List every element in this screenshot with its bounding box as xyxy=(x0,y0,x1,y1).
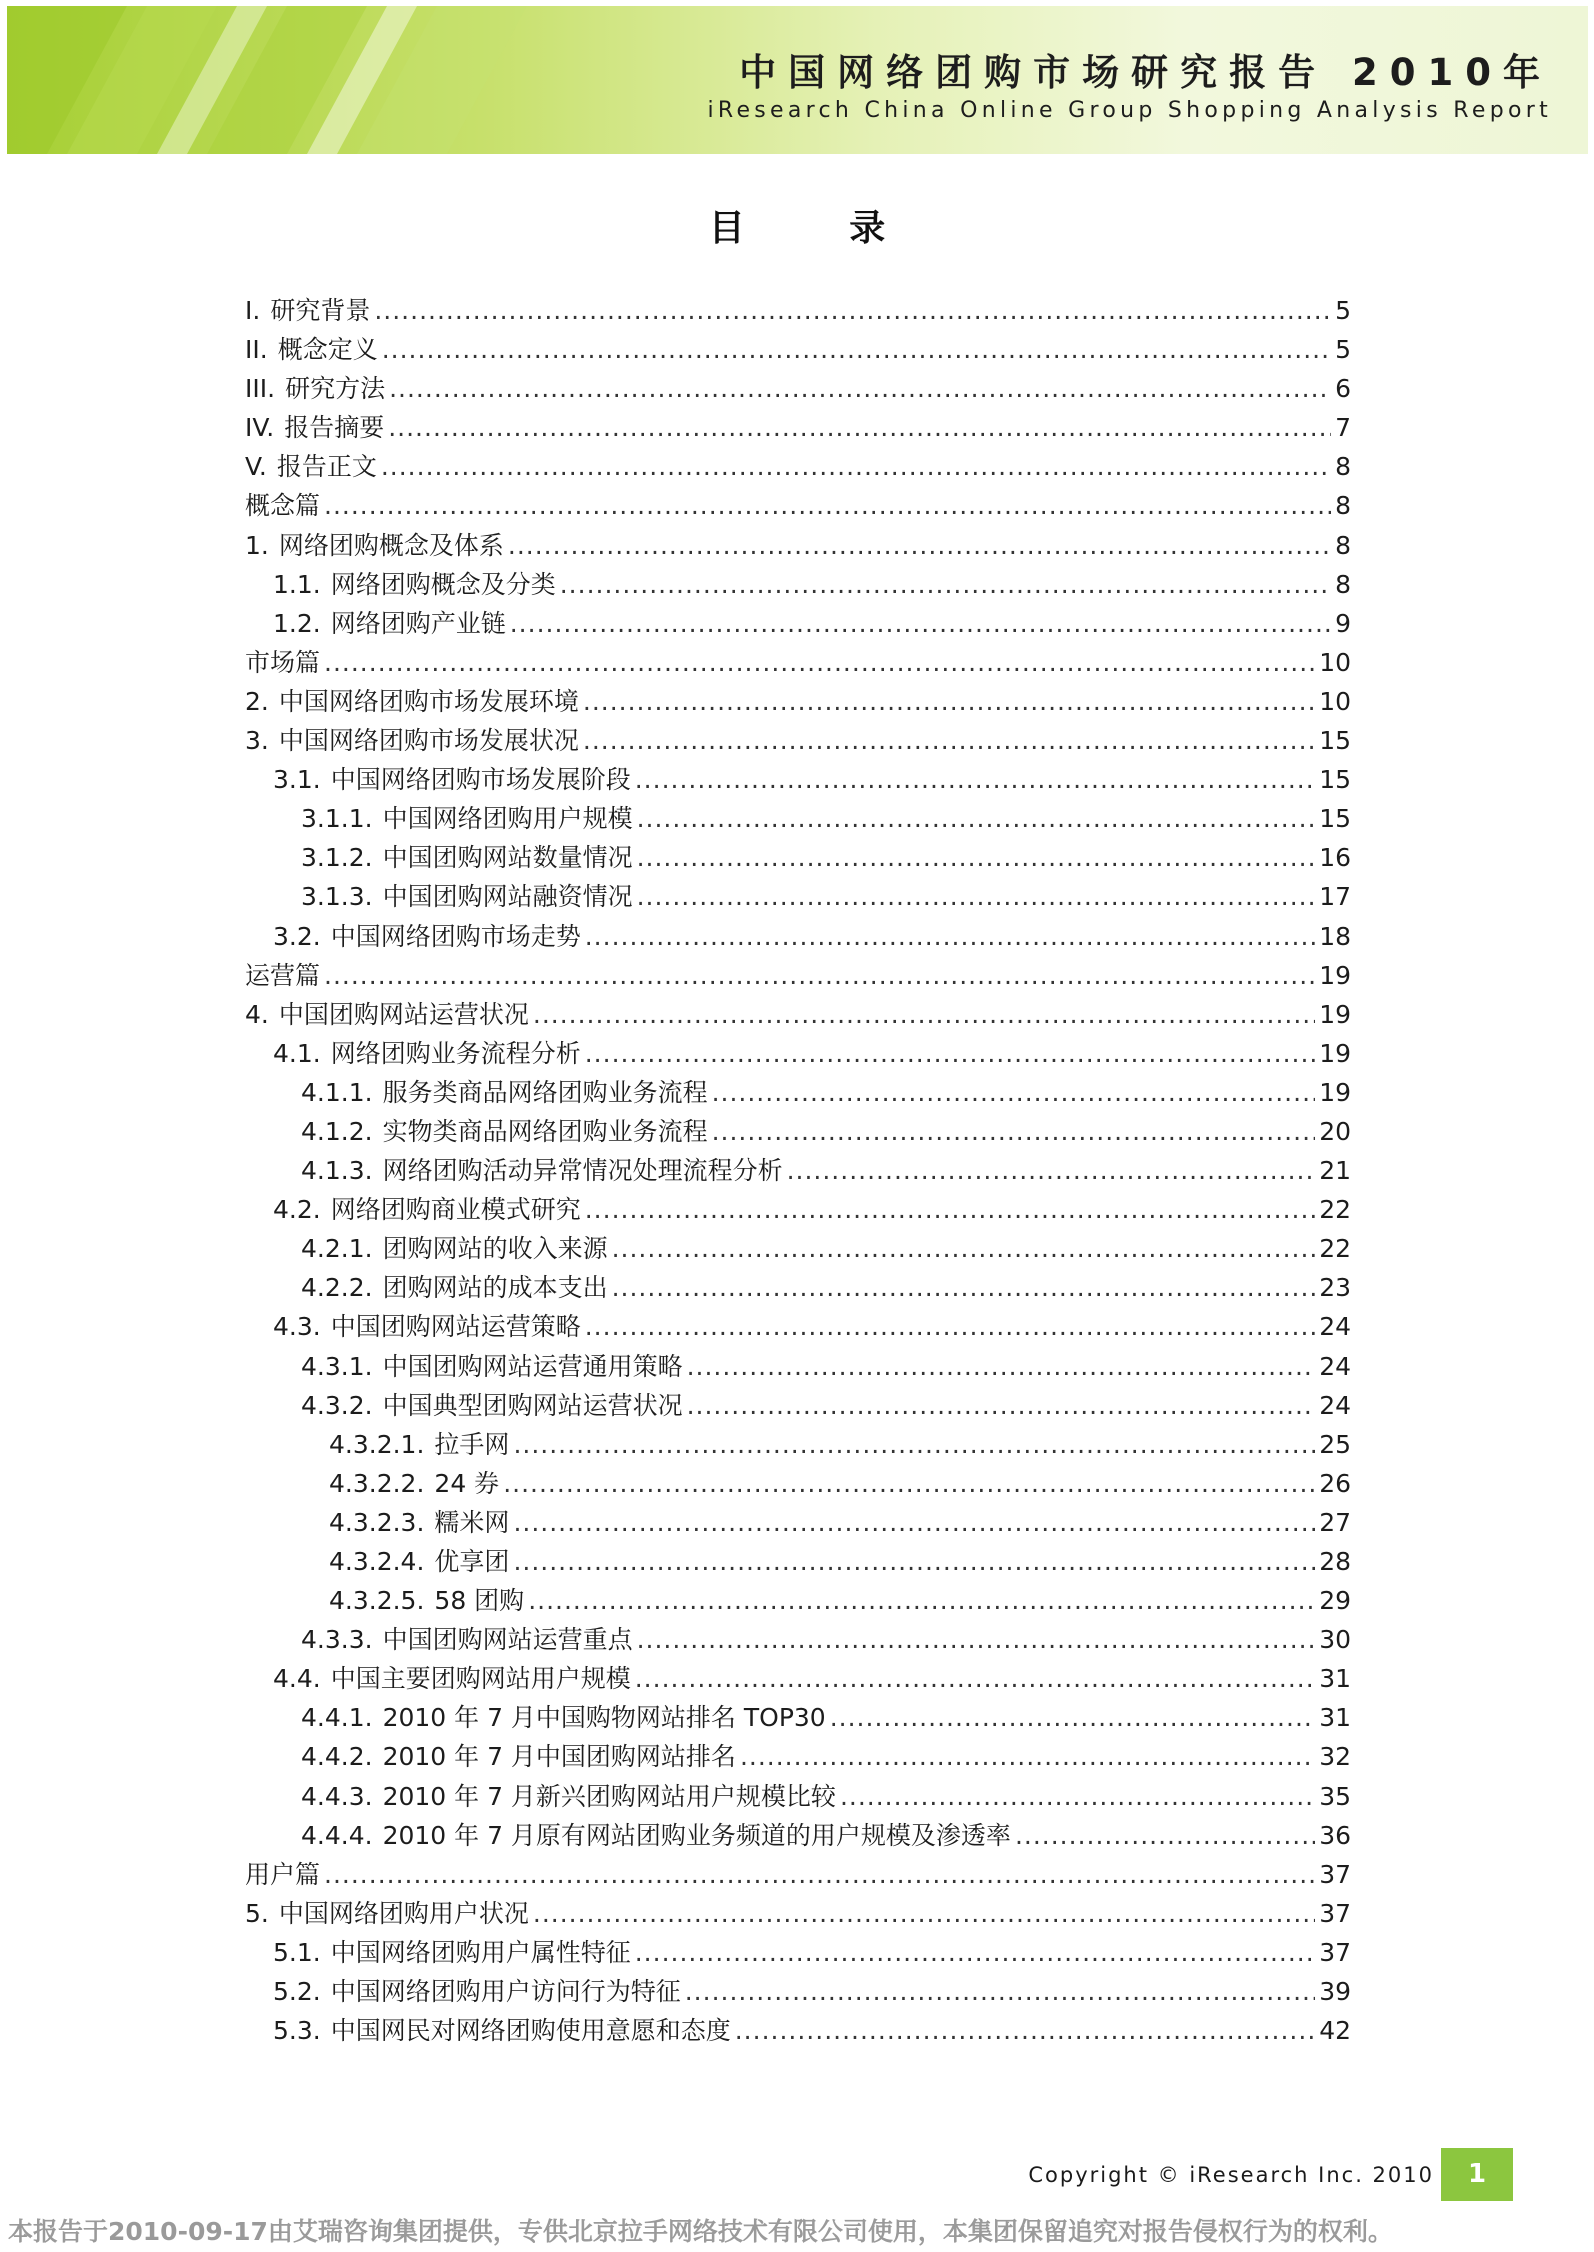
toc-entry-number: I. xyxy=(245,296,261,325)
toc-entry-number: IV. xyxy=(245,413,275,443)
toc-entry-label: 中国网络团购市场发展状况 xyxy=(278,726,579,756)
toc-entry[interactable] xyxy=(245,682,1351,721)
license-notice: 本报告于2010-09-17由艾瑞咨询集团提供，专供北京拉手网络技术有限公司使用，本集团保留追究对报告侵权行为的权利。 xyxy=(8,2217,1393,2246)
toc-entry-page: 16 xyxy=(1319,843,1351,873)
toc-entry[interactable] xyxy=(245,877,1351,916)
toc-dot-leader xyxy=(787,1151,1316,1190)
toc-entry-number: 1.2. xyxy=(273,608,321,638)
toc-dot-leader xyxy=(324,1855,1315,1894)
toc-entry-page: 37 xyxy=(1319,1859,1351,1889)
toc-entry-label: 网络团购概念及体系 xyxy=(278,530,504,560)
toc-entry-label: 中国网络团购市场发展环境 xyxy=(278,686,579,716)
toc-entry[interactable] xyxy=(245,1698,1351,1737)
toc-dot-leader xyxy=(637,1620,1316,1659)
toc-entry[interactable] xyxy=(245,447,1351,486)
toc-dot-leader xyxy=(712,1073,1316,1112)
toc-dot-leader xyxy=(513,1503,1315,1542)
toc-entry[interactable] xyxy=(245,995,1351,1034)
toc-entry-label: 中国团购网站运营策略 xyxy=(330,1312,581,1342)
toc-dot-leader xyxy=(830,1698,1315,1737)
decorative-stripes xyxy=(7,6,627,154)
toc-dot-leader xyxy=(533,1894,1315,1933)
toc-entry-number: 3.1.1. xyxy=(301,804,373,834)
toc-dot-leader xyxy=(1015,1816,1315,1855)
toc-entry[interactable] xyxy=(245,956,1351,995)
toc-entry-page: 35 xyxy=(1319,1781,1351,1811)
toc-entry[interactable] xyxy=(245,1659,1351,1698)
toc-entry-number: 4.3.2. xyxy=(301,1390,373,1420)
toc-dot-leader xyxy=(389,369,1331,408)
toc-entry-label: 实物类商品网络团购业务流程 xyxy=(382,1116,708,1146)
toc-entry-label: 中国网络团购用户访问行为特征 xyxy=(330,1977,681,2007)
toc-entry[interactable] xyxy=(245,486,1351,525)
toc-entry-page: 37 xyxy=(1319,1937,1351,1967)
toc-entry[interactable] xyxy=(245,1386,1351,1425)
toc-entry-number: 1.1. xyxy=(273,569,321,599)
toc-entry-page: 25 xyxy=(1319,1429,1351,1459)
toc-dot-leader xyxy=(612,1268,1316,1307)
toc-dot-leader xyxy=(503,1464,1315,1503)
toc-entry-label: 中国主要团购网站用户规模 xyxy=(330,1664,631,1694)
toc-entry[interactable] xyxy=(245,1464,1351,1503)
toc-entry-page: 26 xyxy=(1319,1468,1351,1498)
toc-entry-page: 20 xyxy=(1319,1116,1351,1146)
toc-entry-page: 8 xyxy=(1335,530,1351,560)
toc-entry[interactable] xyxy=(245,1542,1351,1581)
toc-entry-page: 10 xyxy=(1319,647,1351,677)
toc-entry-label: 网络团购概念及分类 xyxy=(330,569,556,599)
toc-entry[interactable] xyxy=(245,369,1351,408)
toc-entry[interactable] xyxy=(245,1503,1351,1542)
toc-entry-number: 4.3.2.2. xyxy=(329,1468,425,1498)
toc-dot-leader xyxy=(585,1034,1315,1073)
toc-dot-leader xyxy=(583,682,1315,721)
toc-entry-page: 19 xyxy=(1319,960,1351,990)
toc-dot-leader xyxy=(324,486,1331,525)
toc-entry[interactable] xyxy=(245,291,1351,330)
toc-heading: 目 录 xyxy=(708,208,932,249)
toc-entry-label: 2010 年 7 月新兴团购网站用户规模比较 xyxy=(382,1781,836,1811)
toc-entry-label: 网络团购产业链 xyxy=(330,608,506,638)
toc-entry-number: 3.1. xyxy=(273,765,321,795)
toc-entry-number: 5.2. xyxy=(273,1977,321,2007)
toc-entry-page: 15 xyxy=(1319,726,1351,756)
toc-entry-number: 4.4. xyxy=(273,1664,321,1694)
toc-entry-label: 优享团 xyxy=(434,1547,510,1576)
toc-dot-leader xyxy=(583,721,1315,760)
toc-entry-label: 中国团购网站运营重点 xyxy=(382,1625,633,1655)
toc-entry[interactable] xyxy=(245,1268,1351,1307)
toc-dot-leader xyxy=(635,760,1315,799)
toc-entry-label: 中国网民对网络团购使用意愿和态度 xyxy=(330,2016,731,2046)
toc-dot-leader xyxy=(635,1659,1315,1698)
toc-entry[interactable] xyxy=(245,1855,1351,1894)
toc-entry[interactable] xyxy=(245,565,1351,604)
toc-entry-number: 4.1.1. xyxy=(301,1077,373,1107)
toc-entry[interactable] xyxy=(245,1073,1351,1112)
toc-entry-number: 4.4.3. xyxy=(301,1781,373,1811)
toc-dot-leader xyxy=(840,1777,1315,1816)
toc-entry-number: 4.1. xyxy=(273,1038,321,1068)
toc-entry[interactable] xyxy=(245,2011,1351,2050)
toc-entry-label: 概念定义 xyxy=(277,335,378,365)
toc-entry[interactable] xyxy=(245,1425,1351,1464)
toc-entry-page: 29 xyxy=(1319,1586,1351,1616)
toc-entry-page: 27 xyxy=(1319,1507,1351,1537)
toc-dot-leader xyxy=(635,1933,1315,1972)
toc-entry[interactable] xyxy=(245,799,1351,838)
toc-entry[interactable] xyxy=(245,1151,1351,1190)
toc-entry-number: 4.1.2. xyxy=(301,1116,373,1146)
toc-entry[interactable] xyxy=(245,526,1351,565)
report-title: 中国网络团购市场研究报告 2010年 xyxy=(739,51,1552,94)
toc-entry-label: 中国团购网站运营状况 xyxy=(278,999,529,1029)
toc-entry[interactable] xyxy=(245,721,1351,760)
toc-entry[interactable] xyxy=(245,1894,1351,1933)
toc-dot-leader xyxy=(513,1542,1315,1581)
toc-entry[interactable] xyxy=(245,1229,1351,1268)
toc-entry[interactable] xyxy=(245,1737,1351,1776)
toc-entry-label: 服务类商品网络团购业务流程 xyxy=(382,1077,708,1107)
toc-dot-leader xyxy=(324,643,1315,682)
toc-entry-page: 10 xyxy=(1319,686,1351,716)
toc-entry-label: 网络团购商业模式研究 xyxy=(330,1195,581,1225)
toc-entry-page: 17 xyxy=(1319,882,1351,912)
toc-entry[interactable] xyxy=(245,1190,1351,1229)
toc-entry-number: 4.3.1. xyxy=(301,1351,373,1381)
toc-entry-number: 4.4.2. xyxy=(301,1742,373,1772)
toc-entry[interactable] xyxy=(245,1112,1351,1151)
toc-entry-page: 8 xyxy=(1335,491,1351,521)
toc-entry-page: 19 xyxy=(1319,1038,1351,1068)
toc-entry-number: 4.3.2.3. xyxy=(329,1507,425,1537)
toc-entry[interactable] xyxy=(245,1581,1351,1620)
toc-entry-label: 中国网络团购市场发展阶段 xyxy=(330,765,631,795)
toc-entry-page: 9 xyxy=(1335,608,1351,638)
toc-entry-number: 3.2. xyxy=(273,921,321,951)
toc-dot-leader xyxy=(381,447,1331,486)
toc-dot-leader xyxy=(508,526,1331,565)
toc-dot-leader xyxy=(687,1347,1316,1386)
toc-entry[interactable] xyxy=(245,1307,1351,1346)
toc-dot-leader xyxy=(388,408,1331,447)
toc-entry[interactable] xyxy=(245,643,1351,682)
toc-entry-number: 4.4.1. xyxy=(301,1703,373,1733)
toc-entry-page: 6 xyxy=(1335,374,1351,404)
toc-entry-number: V. xyxy=(245,452,267,482)
toc-entry[interactable] xyxy=(245,1816,1351,1855)
toc-entry-page: 39 xyxy=(1319,1977,1351,2007)
toc-entry-page: 37 xyxy=(1319,1898,1351,1928)
report-header-banner xyxy=(7,6,1588,154)
toc-entry-page: 15 xyxy=(1319,765,1351,795)
toc-entry-label: 糯米网 xyxy=(434,1507,510,1537)
toc-entry-number: 4.4.4. xyxy=(301,1820,373,1850)
toc-entry-page: 5 xyxy=(1335,296,1351,325)
toc-entry-number: 4.2.1. xyxy=(301,1234,373,1264)
toc-entry-page: 19 xyxy=(1319,999,1351,1029)
toc-entry-label: 中国典型团购网站运营状况 xyxy=(382,1390,683,1420)
toc-entry[interactable] xyxy=(245,1777,1351,1816)
toc-entry-page: 19 xyxy=(1319,1077,1351,1107)
toc-entry-label: 中国网络团购用户属性特征 xyxy=(330,1937,631,1967)
toc-dot-leader xyxy=(585,1190,1315,1229)
toc-entry-page: 31 xyxy=(1319,1664,1351,1694)
toc-entry-label: 网络团购活动异常情况处理流程分析 xyxy=(382,1156,783,1186)
toc-entry[interactable] xyxy=(245,917,1351,956)
toc-dot-leader xyxy=(585,917,1315,956)
toc-entry[interactable] xyxy=(245,1034,1351,1073)
toc-entry[interactable] xyxy=(245,838,1351,877)
toc-dot-leader xyxy=(585,1307,1315,1346)
toc-entry-number: 2. xyxy=(245,686,269,716)
toc-entry-label: 2010 年 7 月中国购物网站排名 TOP30 xyxy=(382,1703,826,1733)
toc-dot-leader xyxy=(612,1229,1316,1268)
toc-entry-label: 研究背景 xyxy=(270,296,371,325)
toc-dot-leader xyxy=(510,604,1331,643)
toc-entry[interactable] xyxy=(245,1620,1351,1659)
toc-entry-number: 4.2.2. xyxy=(301,1273,373,1303)
toc-entry-page: 18 xyxy=(1319,921,1351,951)
toc-dot-leader xyxy=(637,838,1316,877)
toc-entry-page: 15 xyxy=(1319,804,1351,834)
toc-dot-leader xyxy=(740,1737,1315,1776)
toc-entry-label: 网络团购业务流程分析 xyxy=(330,1038,581,1068)
toc-entry-page: 24 xyxy=(1319,1390,1351,1420)
toc-entry-label: 团购网站的收入来源 xyxy=(382,1234,608,1264)
toc-dot-leader xyxy=(324,956,1315,995)
toc-entry[interactable] xyxy=(245,1347,1351,1386)
toc-entry-number: 3.1.2. xyxy=(301,843,373,873)
toc-entry-label: 研究方法 xyxy=(285,374,386,404)
toc-entry-number: II. xyxy=(245,335,268,365)
toc-dot-leader xyxy=(687,1386,1316,1425)
toc-dot-leader xyxy=(374,291,1331,330)
toc-entry-label: 中国网络团购用户状况 xyxy=(278,1898,529,1928)
toc-entry-label: 中国网络团购市场走势 xyxy=(330,921,581,951)
report-subtitle: iResearch China Online Group Shopping Analysis Report xyxy=(707,98,1552,123)
toc-entry-number: III. xyxy=(245,374,276,404)
toc-entry-page: 7 xyxy=(1335,413,1351,443)
toc-dot-leader xyxy=(637,877,1316,916)
toc-entry-page: 5 xyxy=(1335,335,1351,365)
toc-dot-leader xyxy=(637,799,1316,838)
toc-entry-number: 4.3.3. xyxy=(301,1625,373,1655)
toc-entry-number: 3. xyxy=(245,726,269,756)
toc-entry-label: 中国网络团购用户规模 xyxy=(382,804,633,834)
toc-entry[interactable] xyxy=(245,1933,1351,1972)
toc-entry-page: 28 xyxy=(1319,1547,1351,1576)
toc-entry-number: 5.1. xyxy=(273,1937,321,1967)
toc-entry-label: 概念篇 xyxy=(245,491,321,521)
toc-entry-label: 市场篇 xyxy=(245,647,321,677)
toc-entry-page: 24 xyxy=(1319,1351,1351,1381)
toc-dot-leader xyxy=(513,1425,1315,1464)
toc-entry-number: 4.2. xyxy=(273,1195,321,1225)
toc-entry-page: 30 xyxy=(1319,1625,1351,1655)
toc-dot-leader xyxy=(685,1972,1315,2011)
toc-entry[interactable] xyxy=(245,330,1351,369)
toc-entry-label: 报告摘要 xyxy=(284,413,385,443)
toc-entry-page: 42 xyxy=(1319,2016,1351,2046)
toc-entry-page: 24 xyxy=(1319,1312,1351,1342)
toc-entry-label: 58 团购 xyxy=(434,1586,525,1616)
toc-entry-label: 中国团购网站运营通用策略 xyxy=(382,1351,683,1381)
toc-entry-page: 8 xyxy=(1335,569,1351,599)
toc-entry-page: 32 xyxy=(1319,1742,1351,1772)
toc-entry-page: 31 xyxy=(1319,1703,1351,1733)
toc-entry-number: 4.3. xyxy=(273,1312,321,1342)
toc-entry-page: 36 xyxy=(1319,1820,1351,1850)
toc-entry[interactable] xyxy=(245,604,1351,643)
page-number-badge: 1 xyxy=(1441,2148,1513,2201)
table-of-contents xyxy=(245,291,1351,2050)
toc-entry-number: 4.1.3. xyxy=(301,1156,373,1186)
toc-entry-label: 用户篇 xyxy=(245,1859,321,1889)
toc-dot-leader xyxy=(712,1112,1316,1151)
toc-entry-label: 报告正文 xyxy=(276,452,377,482)
toc-entry-label: 中国团购网站融资情况 xyxy=(382,882,633,912)
toc-entry-page: 22 xyxy=(1319,1195,1351,1225)
toc-entry[interactable] xyxy=(245,408,1351,447)
toc-entry-page: 23 xyxy=(1319,1273,1351,1303)
toc-entry-page: 21 xyxy=(1319,1156,1351,1186)
toc-entry-label: 拉手网 xyxy=(434,1429,510,1459)
toc-entry-number: 4.3.2.4. xyxy=(329,1547,425,1576)
toc-entry-label: 运营篇 xyxy=(245,960,321,990)
copyright-notice: Copyright © iResearch Inc. 2010 xyxy=(1028,2163,1434,2187)
toc-entry-label: 团购网站的成本支出 xyxy=(382,1273,608,1303)
toc-dot-leader xyxy=(528,1581,1315,1620)
toc-entry-number: 3.1.3. xyxy=(301,882,373,912)
toc-entry-label: 中国团购网站数量情况 xyxy=(382,843,633,873)
toc-entry-number: 4.3.2.1. xyxy=(329,1429,425,1459)
toc-entry[interactable] xyxy=(245,760,1351,799)
toc-dot-leader xyxy=(533,995,1315,1034)
toc-entry-label: 2010 年 7 月原有网站团购业务频道的用户规模及渗透率 xyxy=(382,1820,1011,1850)
toc-entry-label: 2010 年 7 月中国团购网站排名 xyxy=(382,1742,736,1772)
toc-entry-label: 24 券 xyxy=(434,1468,500,1498)
toc-dot-leader xyxy=(382,330,1331,369)
toc-entry-number: 5.3. xyxy=(273,2016,321,2046)
toc-entry-number: 4.3.2.5. xyxy=(329,1586,425,1616)
toc-entry-page: 8 xyxy=(1335,452,1351,482)
toc-entry-page: 22 xyxy=(1319,1234,1351,1264)
toc-dot-leader xyxy=(735,2011,1315,2050)
toc-entry-number: 1. xyxy=(245,530,269,560)
toc-entry[interactable] xyxy=(245,1972,1351,2011)
toc-entry-number: 4. xyxy=(245,999,269,1029)
toc-dot-leader xyxy=(560,565,1331,604)
toc-entry-number: 5. xyxy=(245,1898,269,1928)
